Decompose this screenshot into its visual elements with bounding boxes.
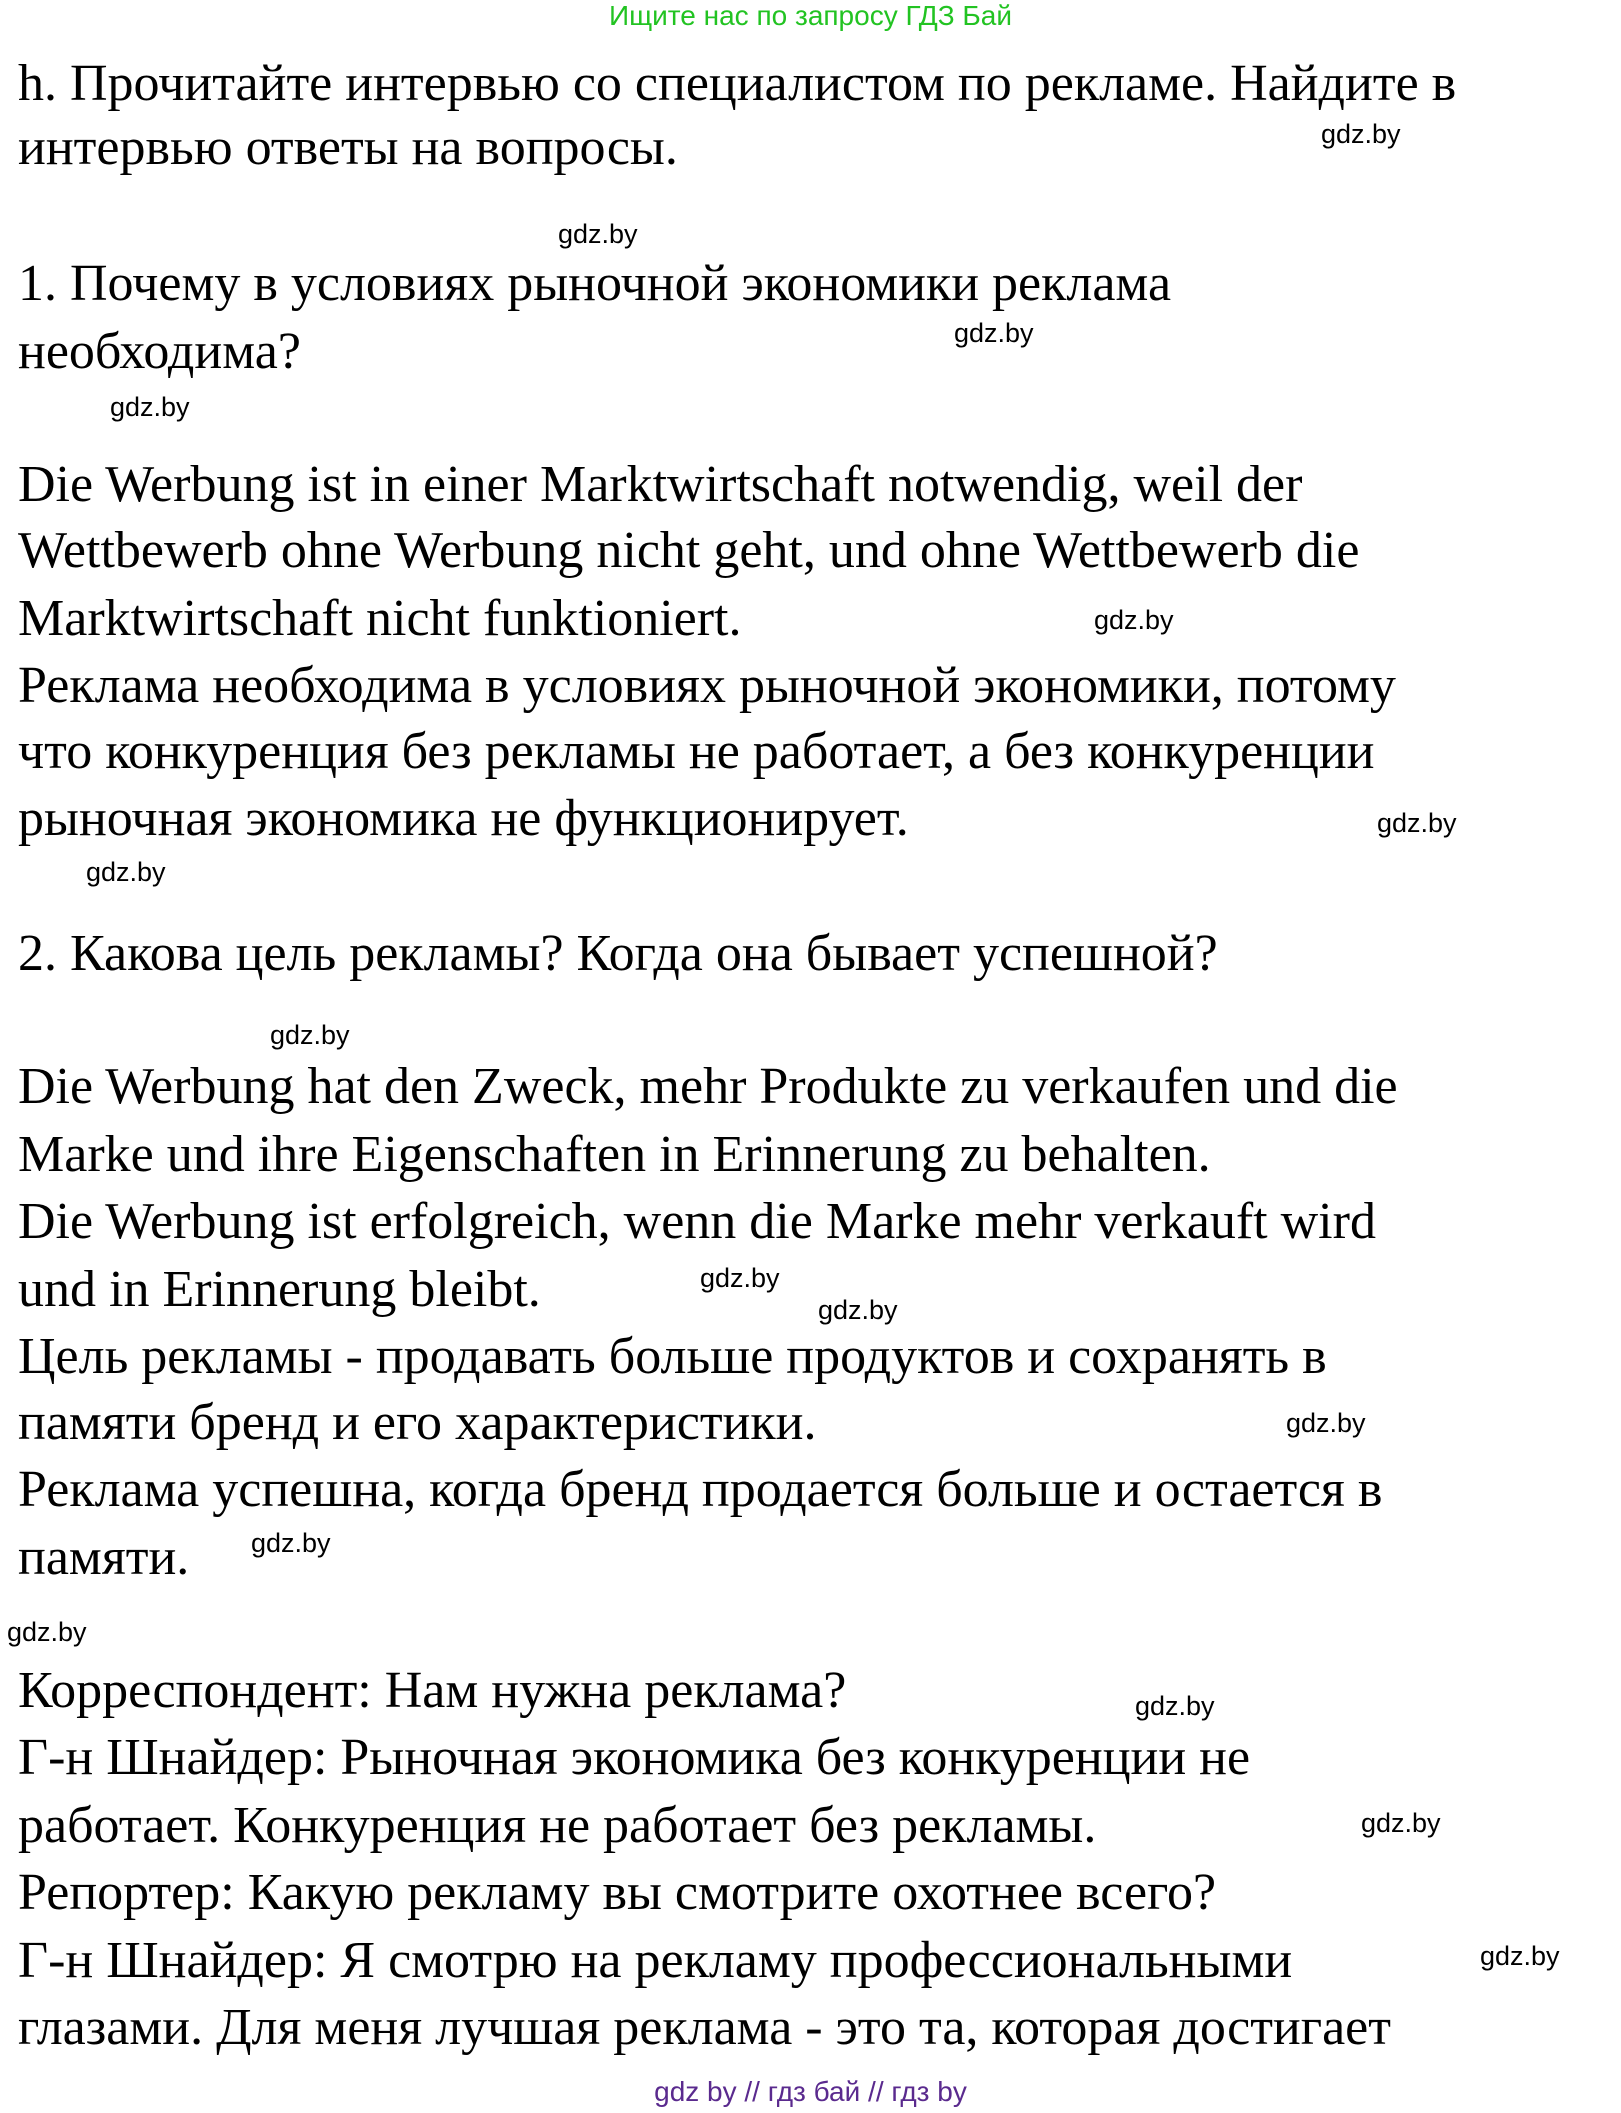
watermark: gdz.by <box>1094 605 1174 635</box>
answer-2-russian: Цель рекламы - продавать больше продуктов и сохранять в <box>18 1328 1327 1385</box>
interview-line: работает. Конкуренция не работает без рекламы. <box>18 1797 1097 1854</box>
watermark: gdz.by <box>954 318 1034 348</box>
answer-1-russian: что конкуренция без рекламы не работает, а без конкуренции <box>18 723 1375 780</box>
answer-2-russian: памяти бренд и его характеристики. <box>18 1394 817 1451</box>
answer-1-german: Die Werbung ist in einer Marktwirtschaft notwendig, weil der <box>18 456 1303 513</box>
interview-line: глазами. Для меня лучшая реклама - это та, которая достигает <box>18 1999 1391 2056</box>
interview-line: Репортер: Какую рекламу вы смотрите охотнее всего? <box>18 1864 1217 1921</box>
watermark: gdz.by <box>700 1263 780 1293</box>
answer-2-german: Die Werbung hat den Zweck, mehr Produkte zu verkaufen und die <box>18 1058 1398 1115</box>
question-1: 1. Почему в условиях рыночной экономики реклама <box>18 255 1172 312</box>
watermark: gdz.by <box>1377 808 1457 838</box>
watermark: gdz.by <box>1480 1941 1560 1971</box>
watermark: gdz.by <box>270 1020 350 1050</box>
watermark: gdz.by <box>558 219 638 249</box>
answer-2-russian: памяти. <box>18 1529 190 1586</box>
answer-2-german: und in Erinnerung bleibt. <box>18 1261 541 1318</box>
answer-1-german: Marktwirtschaft nicht funktioniert. <box>18 590 742 647</box>
watermark: gdz.by <box>1361 1808 1441 1838</box>
interview-line: Г-н Шнайдер: Я смотрю на рекламу профессиональными <box>18 1932 1293 1989</box>
watermark: gdz.by <box>7 1617 87 1647</box>
interview-line: Корреспондент: Нам нужна реклама? <box>18 1662 847 1719</box>
watermark: gdz.by <box>251 1528 331 1558</box>
watermark: gdz.by <box>818 1295 898 1325</box>
answer-1-russian: Реклама необходима в условиях рыночной экономики, потому <box>18 657 1396 714</box>
watermark: gdz.by <box>86 857 166 887</box>
footer-links: gdz by // гдз бай // гдз by <box>654 2076 967 2107</box>
answer-1-russian: рыночная экономика не функционирует. <box>18 790 909 847</box>
watermark: gdz.by <box>110 392 190 422</box>
interview-line: Г-н Шнайдер: Рыночная экономика без конкуренции не <box>18 1729 1251 1786</box>
search-hint-header: Ищите нас по запросу ГДЗ Бай <box>608 0 1013 31</box>
watermark: gdz.by <box>1286 1408 1366 1438</box>
task-heading: интервью ответы на вопросы. <box>18 119 678 176</box>
watermark: gdz.by <box>1135 1691 1215 1721</box>
answer-2-german: Die Werbung ist erfolgreich, wenn die Marke mehr verkauft wird <box>18 1193 1376 1250</box>
question-2: 2. Какова цель рекламы? Когда она бывает успешной? <box>18 925 1218 982</box>
answer-2-russian: Реклама успешна, когда бренд продается больше и остается в <box>18 1461 1383 1518</box>
answer-2-german: Marke und ihre Eigenschaften in Erinnerung zu behalten. <box>18 1126 1211 1183</box>
question-1: необходима? <box>18 323 301 380</box>
watermark: gdz.by <box>1321 119 1401 149</box>
task-heading: h. Прочитайте интервью со специалистом по рекламе. Найдите в <box>18 55 1457 112</box>
answer-1-german: Wettbewerb ohne Werbung nicht geht, und ohne Wettbewerb die <box>18 522 1360 579</box>
